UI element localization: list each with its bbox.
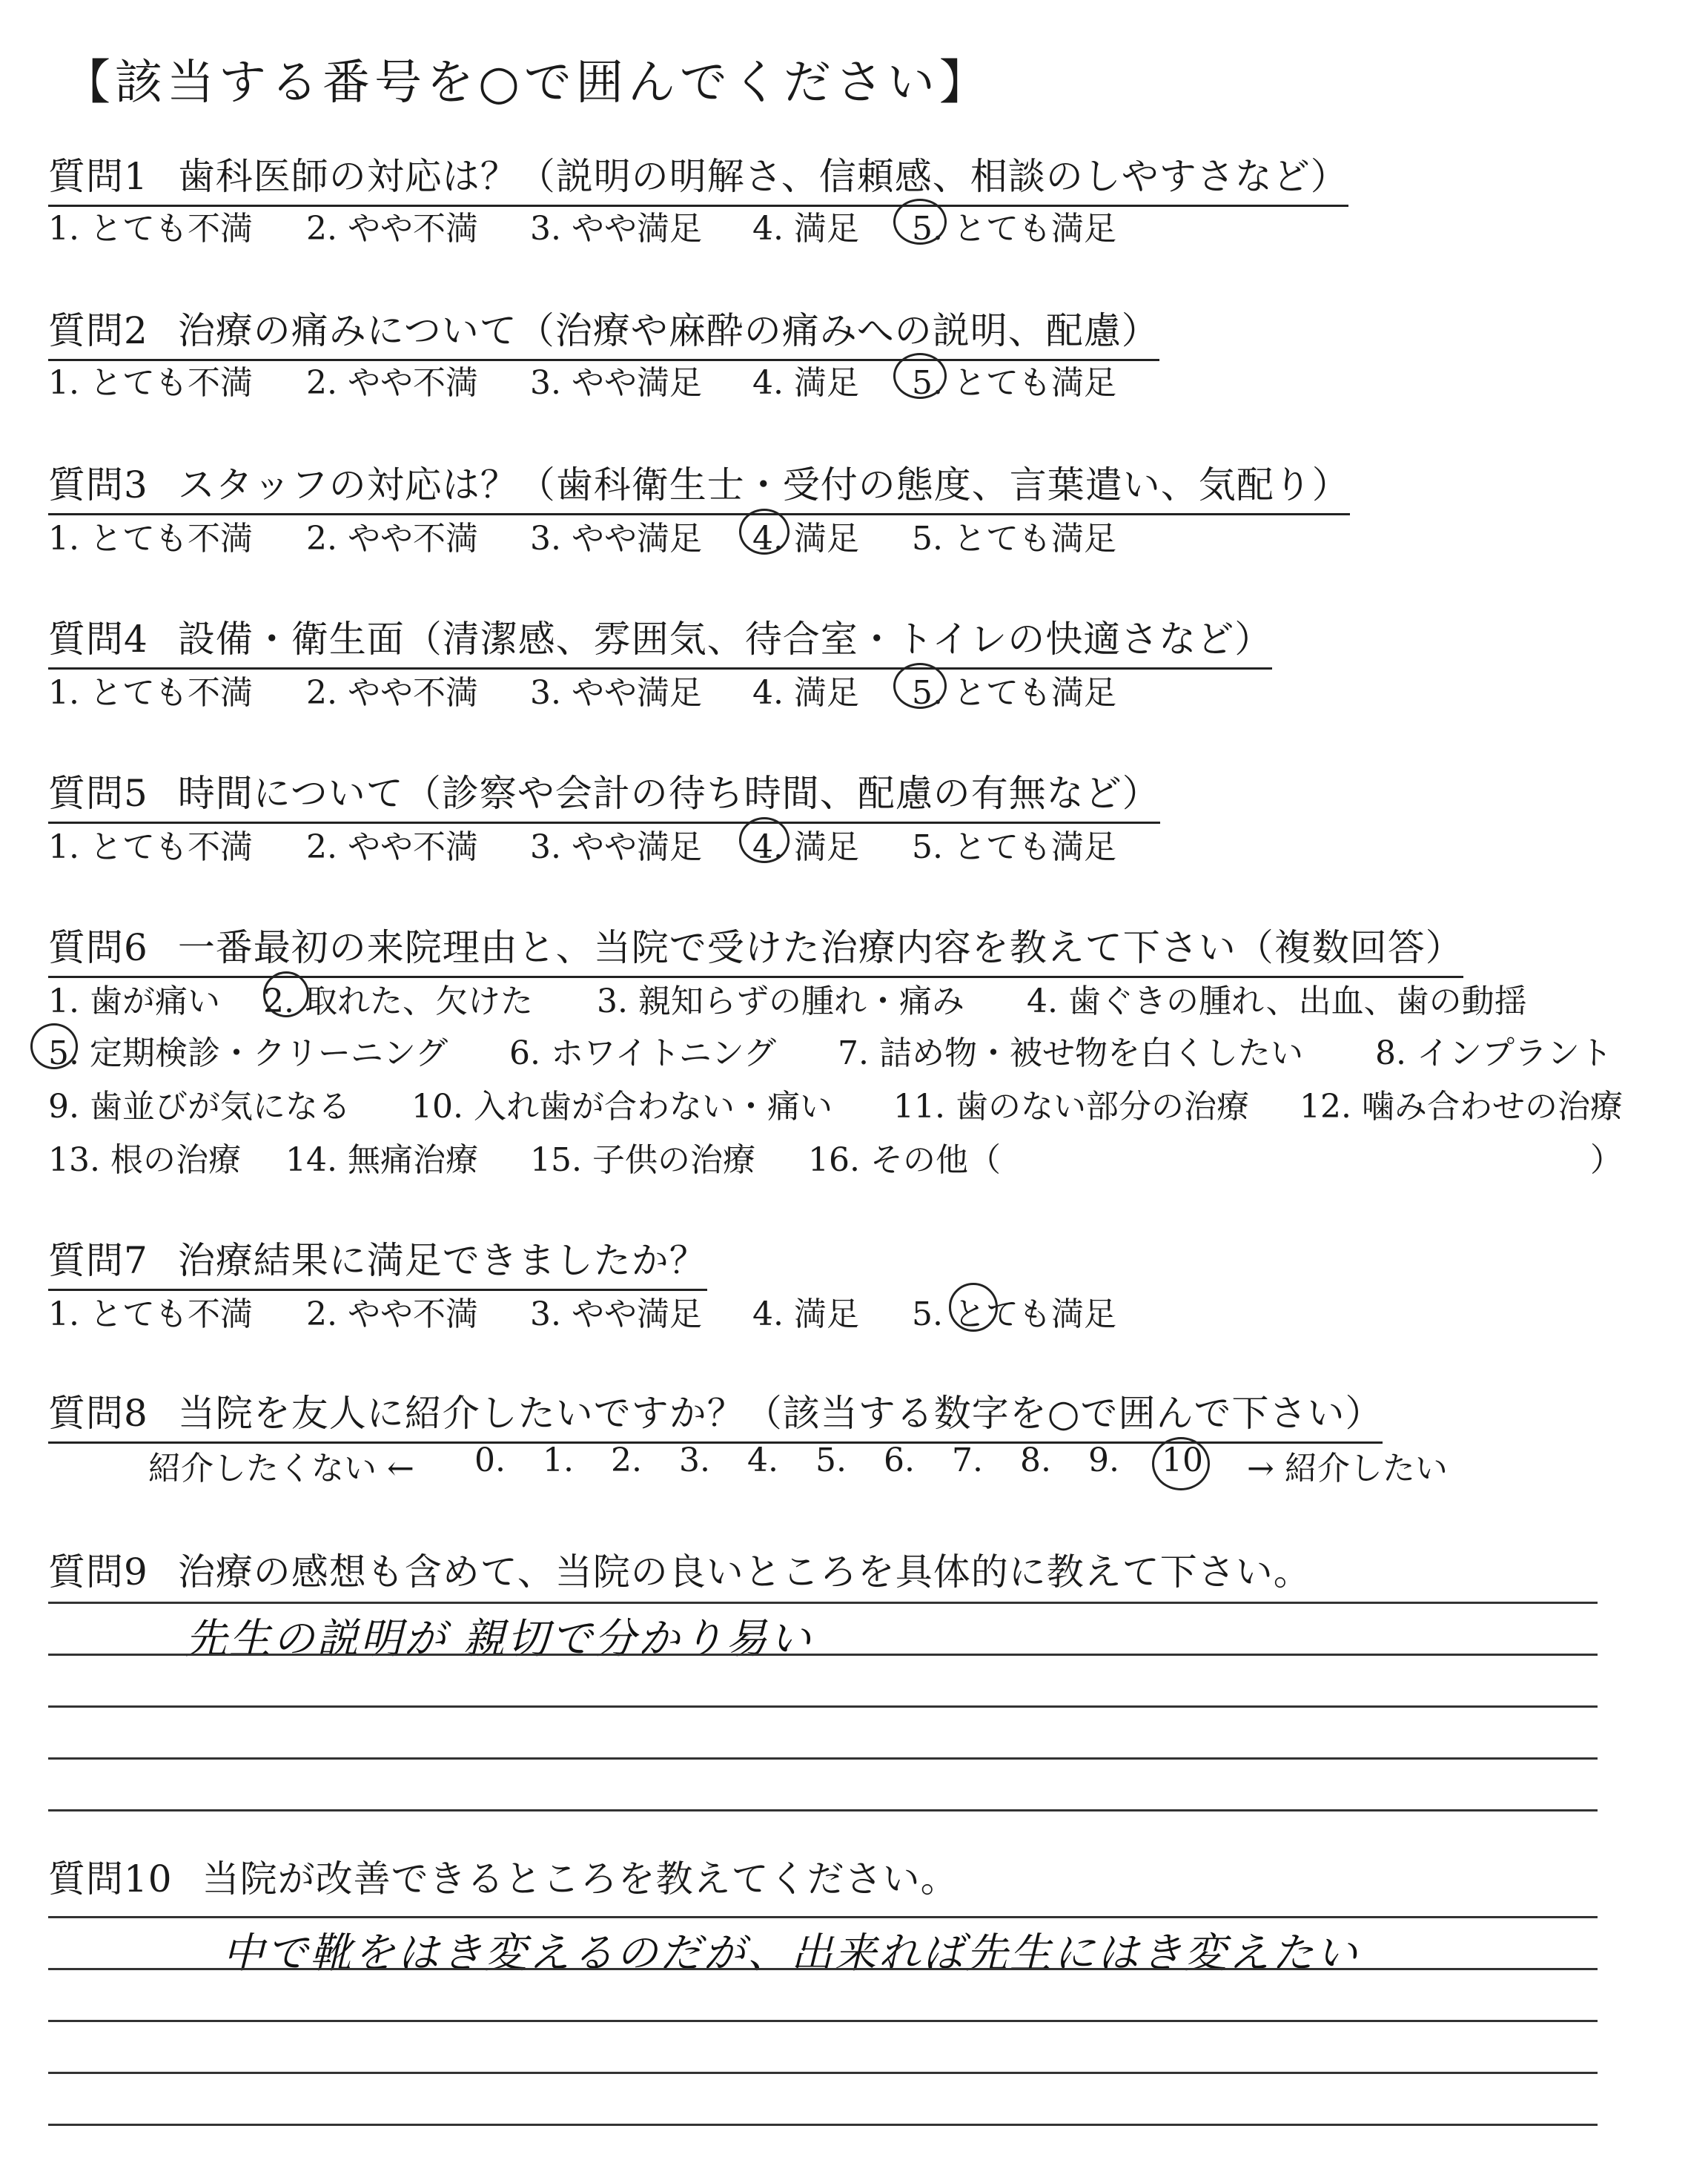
question-5-options (48, 820, 1234, 865)
selection-circle (739, 509, 790, 555)
selection-circle (949, 1283, 998, 1332)
form-header: 【該当する番号を○で囲んでください】 (63, 56, 991, 110)
selection-circle (893, 199, 947, 245)
scale-8[interactable]: 8. (1020, 1441, 1051, 1479)
selection-circle (30, 1023, 78, 1069)
option-2-selected[interactable]: 2. 取れた、欠けた (263, 982, 533, 1020)
scale-6[interactable]: 6. (884, 1441, 915, 1479)
option-1[interactable]: 1. とても不満 (48, 364, 253, 402)
question-3-title (48, 455, 1350, 515)
option-1[interactable]: 1. とても不満 (48, 828, 253, 866)
question-2-number: 質問2 (48, 309, 148, 352)
option-3[interactable]: 3. やや満足 (530, 210, 702, 248)
selection-circle (739, 817, 790, 863)
answer-line (48, 2124, 1598, 2126)
option-13[interactable]: 13. 根の治療 (48, 1141, 241, 1179)
question-1-options (48, 202, 1234, 246)
question-3-options (48, 512, 1234, 556)
scale-9[interactable]: 9. (1088, 1441, 1119, 1479)
option-10[interactable]: 10. 入れ歯が合わない・痛い (411, 1088, 833, 1126)
option-1[interactable]: 1. とても不満 (48, 1295, 253, 1333)
scale-0[interactable]: 0. (474, 1441, 506, 1479)
option-14[interactable]: 14. 無痛治療 (285, 1141, 478, 1179)
question-2-text: 治療の痛みについて（治療や麻酔の痛みへの説明、配慮） (177, 309, 1159, 352)
question-2-options (48, 356, 1234, 400)
option-12[interactable]: 12. 噛み合わせの治療 (1300, 1088, 1623, 1126)
option-4[interactable]: 4. 満足 (752, 674, 859, 712)
answer-line (48, 1757, 1598, 1760)
option-3[interactable]: 3. やや満足 (530, 1295, 702, 1333)
scale-5[interactable]: 5. (815, 1441, 847, 1479)
option-1[interactable]: 1. とても不満 (48, 210, 253, 248)
answer-line (48, 1916, 1598, 1918)
option-4[interactable]: 4. 満足 (752, 364, 859, 402)
option-5-selected[interactable]: 5. とても満足 (912, 210, 1116, 248)
answer-line (48, 2020, 1598, 2022)
question-6-text: 一番最初の来院理由と、当院で受けた治療内容を教えて下さい（複数回答） (177, 926, 1463, 969)
question-1-text: 歯科医師の対応は？（説明の明解さ、信頼感、相談のしやすさなど） (177, 155, 1348, 198)
scale-10-selected[interactable]: 10 (1162, 1441, 1203, 1479)
other-close-paren: ） (1590, 1141, 1623, 1179)
option-2[interactable]: 2. やや不満 (306, 828, 478, 866)
option-4[interactable]: 4. 歯ぐきの腫れ、出血、歯の動揺 (1027, 982, 1527, 1020)
option-7[interactable]: 7. 詰め物・被せ物を白くしたい (838, 1034, 1303, 1072)
option-5[interactable]: 5. とても満足 (912, 828, 1116, 866)
option-1[interactable]: 1. とても不満 (48, 674, 253, 712)
selection-circle (1152, 1437, 1210, 1490)
scale-left-label: 紹介したくない ← (148, 1450, 414, 1487)
question-9-title (48, 1542, 1311, 1600)
question-7-options (48, 1287, 1234, 1332)
option-2[interactable]: 2. やや不満 (306, 674, 478, 712)
question-10-number: 質問10 (48, 1857, 173, 1900)
selection-circle (263, 971, 309, 1017)
question-8-scale (148, 1441, 1483, 1493)
option-4-selected[interactable]: 4. 満足 (752, 828, 859, 866)
option-4[interactable]: 4. 満足 (752, 210, 859, 248)
scale-3[interactable]: 3. (679, 1441, 710, 1479)
option-11[interactable]: 11. 歯のない部分の治療 (893, 1088, 1249, 1126)
question-7-title (48, 1231, 707, 1291)
option-3[interactable]: 3. やや満足 (530, 828, 702, 866)
question-6-title (48, 918, 1463, 978)
option-3[interactable]: 3. やや満足 (530, 364, 702, 402)
option-2[interactable]: 2. やや不満 (306, 210, 478, 248)
question-1-title (48, 147, 1348, 207)
option-6[interactable]: 6. ホワイトニング (509, 1034, 777, 1072)
question-7-number: 質問7 (48, 1239, 148, 1282)
option-5-selected[interactable]: 5. とても満足 (912, 364, 1116, 402)
question-4-options (48, 666, 1234, 710)
question-3-number: 質問3 (48, 463, 148, 506)
question-9-number: 質問9 (48, 1550, 148, 1593)
question-4-number: 質問4 (48, 618, 148, 661)
question-5-number: 質問5 (48, 772, 148, 815)
question-3-text: スタッフの対応は？（歯科衛生士・受付の態度、言葉遣い、気配り） (177, 463, 1350, 506)
question-1-number: 質問1 (48, 155, 148, 198)
option-4[interactable]: 4. 満足 (752, 1295, 859, 1333)
question-10-title (48, 1849, 959, 1907)
scale-2[interactable]: 2. (611, 1441, 642, 1479)
question-10-text: 当院が改善できるところを教えてください。 (202, 1857, 959, 1900)
answer-line (48, 1809, 1598, 1811)
option-5-selected[interactable]: 5. とても満足 (912, 1295, 1116, 1333)
scale-7[interactable]: 7. (952, 1441, 983, 1479)
question-10-answer[interactable]: 中で靴をはき変えるのだが、出来れば先生にはき変えたい (222, 1929, 1360, 1978)
scale-4[interactable]: 4. (747, 1441, 778, 1479)
question-2-title (48, 301, 1159, 361)
option-3[interactable]: 3. やや満足 (530, 674, 702, 712)
question-8-title (48, 1384, 1383, 1444)
scale-1[interactable]: 1. (543, 1441, 574, 1479)
question-8-text: 当院を友人に紹介したいですか？（該当する数字を○で囲んで下さい） (177, 1392, 1383, 1435)
option-1[interactable]: 1. 歯が痛い (48, 982, 220, 1020)
question-9-text: 治療の感想も含めて、当院の良いところを具体的に教えて下さい。 (177, 1550, 1311, 1593)
question-6-row-1 (48, 974, 1664, 1019)
answer-line (48, 1705, 1598, 1708)
option-2[interactable]: 2. やや不満 (306, 520, 478, 558)
option-2[interactable]: 2. やや不満 (306, 364, 478, 402)
option-5-selected[interactable]: 5. 定期検診・クリーニング (48, 1034, 448, 1072)
selection-circle (893, 353, 947, 399)
question-5-text: 時間について（診察や会計の待ち時間、配慮の有無など） (177, 772, 1160, 815)
selection-circle (893, 663, 947, 709)
question-4-title (48, 610, 1272, 670)
option-4-selected[interactable]: 4. 満足 (752, 520, 859, 558)
option-5[interactable]: 5. とても満足 (912, 520, 1116, 558)
question-6-row-3 (48, 1080, 1664, 1124)
option-15[interactable]: 15. 子供の治療 (530, 1141, 755, 1179)
answer-line (48, 1602, 1598, 1604)
option-8[interactable]: 8. インプラント (1375, 1034, 1612, 1072)
option-16-other[interactable]: 16. その他（ (808, 1141, 1001, 1179)
question-6-row-2 (48, 1026, 1664, 1071)
question-5-title (48, 764, 1160, 824)
answer-line (48, 1968, 1598, 1970)
option-1[interactable]: 1. とても不満 (48, 520, 253, 558)
option-2[interactable]: 2. やや不満 (306, 1295, 478, 1333)
question-6-row-4 (48, 1133, 1664, 1178)
question-6-number: 質問6 (48, 926, 148, 969)
question-7-text: 治療結果に満足できましたか？ (177, 1239, 707, 1282)
option-3[interactable]: 3. 親知らずの腫れ・痛み (597, 982, 964, 1020)
option-3[interactable]: 3. やや満足 (530, 520, 702, 558)
question-4-text: 設備・衛生面（清潔感、雰囲気、待合室・トイレの快適さなど） (177, 618, 1273, 661)
scale-right-label: → 紹介したい (1247, 1450, 1448, 1487)
answer-line (48, 1654, 1598, 1656)
answer-line (48, 2072, 1598, 2074)
option-9[interactable]: 9. 歯並びが気になる (48, 1088, 351, 1126)
question-9-answer[interactable]: 先生の説明が 親切で分かり易い (185, 1615, 813, 1663)
question-8-number: 質問8 (48, 1392, 148, 1435)
option-5-selected[interactable]: 5. とても満足 (912, 674, 1116, 712)
